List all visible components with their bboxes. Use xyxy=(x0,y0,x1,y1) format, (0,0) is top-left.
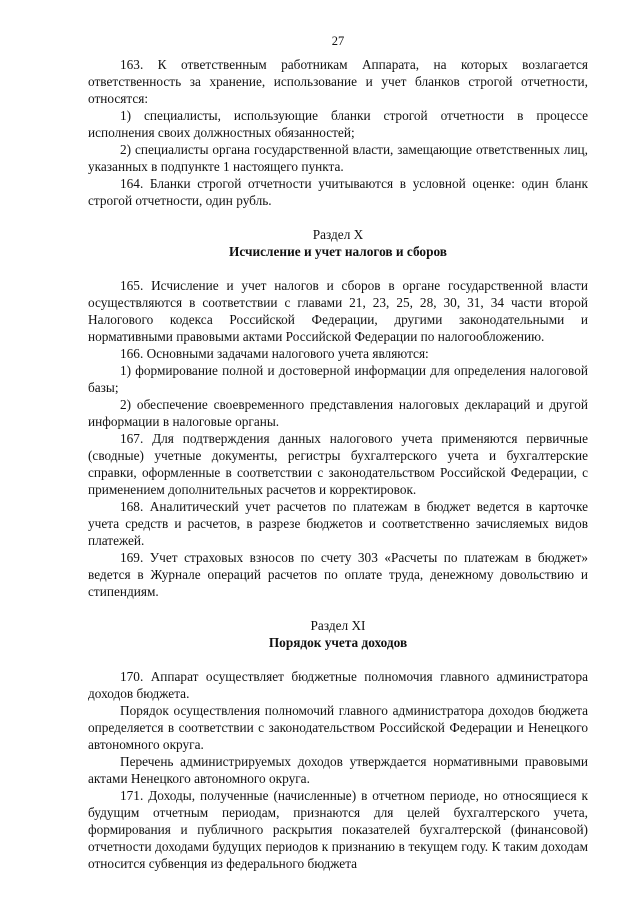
paragraph: 2) специалисты органа государственной власти, замещающие ответственных лиц, указанных в подпункте 1 настоящего пункта. xyxy=(88,142,588,174)
section-title: Раздел XI xyxy=(310,618,366,633)
section-heading: Порядок учета доходов xyxy=(268,635,408,650)
document-body xyxy=(88,56,588,872)
paragraph: 1) формирование полной и достоверной информации для определения налоговой базы; xyxy=(88,363,588,395)
paragraph: 165. Исчисление и учет налогов и сборов в органе государственной власти осуществляются в соответствии с главами 21, 23, 25, 28, 30, 31, 34 части второй Налогового кодекса Российской Федерации, другими законодательными и нормативными правовыми актами Российской Федерации по налогообложению. xyxy=(88,278,588,344)
paragraph: Перечень администрируемых доходов утверждается нормативными правовыми актами Ненецкого автономного округа. xyxy=(88,754,588,786)
page-number: 27 xyxy=(331,34,345,48)
paragraph: 163. К ответственным работникам Аппарата, на которых возлагается ответственность за хранение, использование и учет бланков строгой отчетности, относятся: xyxy=(88,57,588,106)
paragraph: Порядок осуществления полномочий главного администратора доходов бюджета определяется в соответствии с законодательством Российской Федерации и Ненецкого автономного округа. xyxy=(88,703,588,752)
paragraph: 2) обеспечение своевременного представления налоговых деклараций и другой информации в налоговые органы. xyxy=(88,397,588,429)
paragraph: 169. Учет страховых взносов по счету 303 «Расчеты по платежам в бюджет» ведется в Журнале операций расчетов по оплате труда, денежному довольствию и стипендиям. xyxy=(88,550,588,599)
section-heading: Исчисление и учет налогов и сборов xyxy=(229,244,447,259)
paragraph: 164. Бланки строгой отчетности учитываются в условной оценке: один бланк строгой отчетности, один рубль. xyxy=(88,176,588,208)
paragraph: 170. Аппарат осуществляет бюджетные полномочия главного администратора доходов бюджета. xyxy=(88,669,588,701)
section-title: Раздел X xyxy=(312,227,364,242)
paragraph: 167. Для подтверждения данных налогового учета применяются первичные (сводные) учетные документы, регистры бухгалтерского учета и бухгалтерские справки, оформленные в соответствии с законодательством Российской Федерации, с применением дополнительных расчетов и корректировок. xyxy=(88,431,588,497)
paragraph: 168. Аналитический учет расчетов по платежам в бюджет ведется в карточке учета средств и расчетов, в разрезе бюджетов и соответственно зачисляемых видов платежей. xyxy=(88,499,588,548)
paragraph: 171. Доходы, полученные (начисленные) в отчетном периоде, но относящиеся к будущим отчетным периодам, признаются для целей бухгалтерского учета, формирования и публичного раскрытия показателей бухгалтерской (финансовой) отчетности доходами будущих периодов к признанию в текущем году. К таким доходам относится субвенция из федерального бюджета xyxy=(88,788,588,871)
paragraph: 166. Основными задачами налогового учета являются: xyxy=(120,346,429,361)
paragraph: 1) специалисты, использующие бланки строгой отчетности в процессе исполнения своих должностных обязанностей; xyxy=(88,108,588,140)
